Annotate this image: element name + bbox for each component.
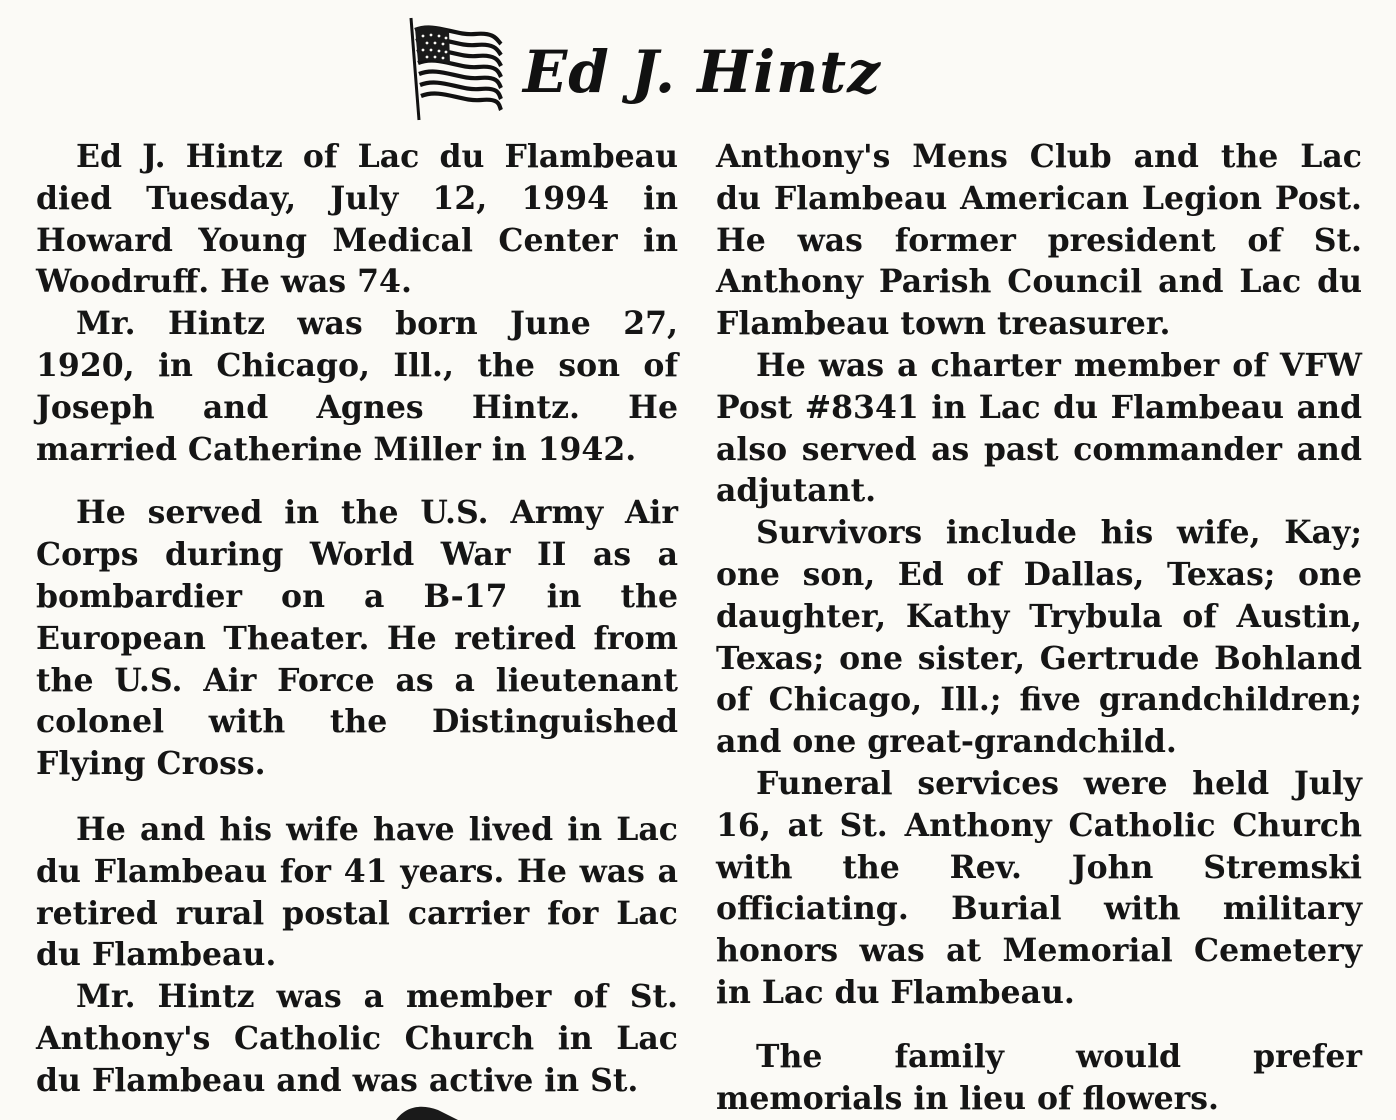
paragraph-membership: Mr. Hintz was a member of St. Anthony's Catholic Church in Lac du Flambeau and was active in St. bbox=[36, 978, 678, 1099]
paragraph-memorials: The family would prefer memorials in lieu of flowers. bbox=[716, 1037, 1362, 1117]
american-flag-icon bbox=[405, 14, 505, 124]
paragraph-birth: Mr. Hintz was born June 27, 1920, in Chicago, Ill., the son of Joseph and Agnes Hintz. He married Catherine Miller in 1942. bbox=[36, 305, 678, 468]
paragraph-residence: He and his wife have lived in Lac du Flambeau for 41 years. He was a retired rural postal carrier for Lac du Flambeau. bbox=[36, 810, 678, 974]
right-column bbox=[716, 136, 1362, 1119]
left-column bbox=[36, 136, 678, 1102]
flag-fragment-icon bbox=[392, 1100, 462, 1120]
obituary-title: Ed J. Hintz bbox=[523, 38, 882, 106]
paragraph-military: He served in the U.S. Army Air Corps during World War II as a bombardier on a B-17 in the European Theater. He retired from the U.S. Air Force as a lieutenant colonel with the Distinguished Flying Cross. bbox=[36, 494, 678, 783]
paragraph-vfw: He was a charter member of VFW Post #8341 in Lac du Flambeau and also served as past commander and adjutant. bbox=[716, 346, 1362, 510]
obituary-header bbox=[405, 14, 881, 124]
paragraph-funeral: Funeral services were held July 16, at St. Anthony Catholic Church with the Rev. John Stremski officiating. Burial with military honors was at Memorial Cemetery in Lac du Flambeau. bbox=[716, 764, 1362, 1011]
paragraph-membership-continued: Anthony's Mens Club and the Lac du Flambeau American Legion Post. He was former president of St. Anthony Parish Council and Lac du Flambeau town treasurer. bbox=[716, 138, 1362, 343]
paragraph-survivors: Survivors include his wife, Kay; one son, Ed of Dallas, Texas; one daughter, Kathy Trybula of Austin, Texas; one sister, Gertrude Bohland of Chicago, Ill.; five grandchildren; and one great-grandchild. bbox=[716, 514, 1362, 761]
paragraph-death: Ed J. Hintz of Lac du Flambeau died Tuesday, July 12, 1994 in Howard Young Medical Center in Woodruff. He was 74. bbox=[36, 138, 678, 301]
